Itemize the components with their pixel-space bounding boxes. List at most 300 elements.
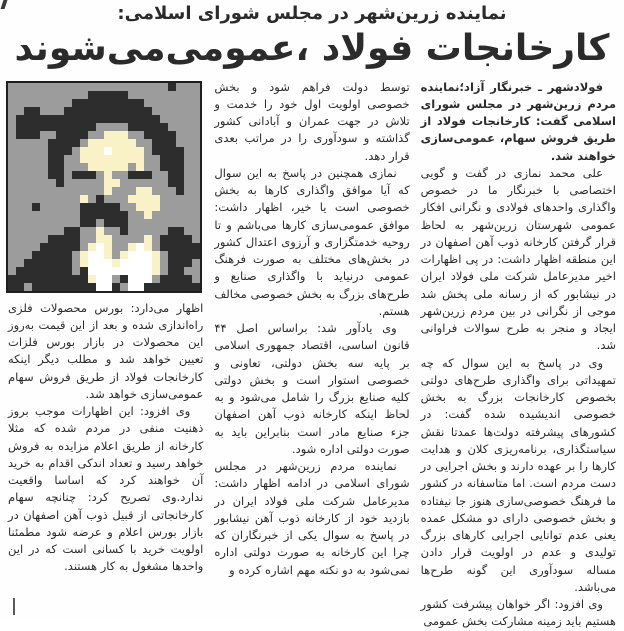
photo-pixel bbox=[192, 211, 200, 219]
photo-pixel bbox=[32, 83, 40, 91]
photo-pixel bbox=[88, 115, 96, 123]
kicker-line: نماینده زرین‌شهر در مجلس شورای اسلامی: bbox=[117, 3, 507, 24]
photo-pixel bbox=[104, 131, 112, 139]
photo-pixel bbox=[72, 171, 80, 179]
photo-pixel bbox=[56, 115, 64, 123]
photo-pixel bbox=[176, 227, 184, 235]
photo-pixel bbox=[120, 195, 128, 203]
photo-pixel bbox=[176, 283, 184, 291]
photo-pixel bbox=[128, 91, 136, 99]
photo-pixel bbox=[136, 243, 144, 251]
photo-pixel bbox=[112, 187, 120, 195]
photo-pixel bbox=[152, 147, 160, 155]
photo-pixel bbox=[8, 115, 16, 123]
photo-pixel bbox=[184, 163, 192, 171]
photo-pixel bbox=[88, 139, 96, 147]
photo-pixel bbox=[168, 211, 176, 219]
photo-pixel bbox=[8, 251, 16, 259]
photo-pixel bbox=[176, 211, 184, 219]
photo-pixel bbox=[88, 187, 96, 195]
photo-pixel bbox=[8, 171, 16, 179]
photo-pixel bbox=[144, 147, 152, 155]
photo-pixel bbox=[24, 131, 32, 139]
photo-pixel bbox=[8, 99, 16, 107]
photo-pixel bbox=[192, 83, 200, 91]
photo-pixel bbox=[48, 155, 56, 163]
photo-pixel bbox=[152, 123, 160, 131]
photo-pixel bbox=[96, 203, 104, 211]
photo-pixel bbox=[136, 187, 144, 195]
photo-pixel bbox=[104, 211, 112, 219]
photo-pixel bbox=[128, 187, 136, 195]
photo-pixel bbox=[24, 99, 32, 107]
photo-pixel bbox=[136, 179, 144, 187]
photo-pixel bbox=[136, 283, 144, 291]
photo-pixel bbox=[96, 91, 104, 99]
photo-pixel bbox=[64, 227, 72, 235]
photo-pixel bbox=[168, 91, 176, 99]
photo-pixel bbox=[128, 203, 136, 211]
photo-pixel bbox=[152, 179, 160, 187]
photo-pixel bbox=[72, 203, 80, 211]
photo-pixel bbox=[48, 243, 56, 251]
photo-pixel bbox=[80, 267, 88, 275]
photo-pixel bbox=[120, 243, 128, 251]
photo-pixel bbox=[144, 251, 152, 259]
photo-pixel bbox=[32, 235, 40, 243]
photo-pixel bbox=[24, 187, 32, 195]
paragraph: نمازی همچنین در پاسخ به این سوال که آیا موافق واگذاری کارها به بخش خصوصی است یا خیر، اظهار داشت: موافق عمومی‌سازی کارها می‌باشم و تا روحیه خدمتگزاری و آرزوی اعتدال کشور در بخش‌های مختلف به صورت فرهنگ عمومی درنیاید با واگذاری صنایع و طرح‌های بزرگ به بخش خصوصی مخالف هستم. bbox=[214, 165, 410, 318]
photo-pixel bbox=[80, 203, 88, 211]
photo-pixel bbox=[72, 251, 80, 259]
photo-pixel bbox=[168, 235, 176, 243]
photo-pixel bbox=[24, 251, 32, 259]
photo-pixel bbox=[16, 267, 24, 275]
photo-pixel bbox=[128, 195, 136, 203]
photo-pixel bbox=[112, 275, 120, 283]
photo-pixel bbox=[96, 147, 104, 155]
photo-pixel bbox=[168, 227, 176, 235]
photo-pixel bbox=[120, 91, 128, 99]
photo-pixel bbox=[192, 195, 200, 203]
photo-pixel bbox=[88, 147, 96, 155]
photo-pixel bbox=[72, 131, 80, 139]
photo-pixel bbox=[160, 211, 168, 219]
photo-pixel bbox=[104, 267, 112, 275]
photo-pixel bbox=[64, 91, 72, 99]
photo-pixel bbox=[184, 99, 192, 107]
photo-pixel bbox=[72, 235, 80, 243]
photo-pixel bbox=[128, 155, 136, 163]
photo-pixel bbox=[56, 91, 64, 99]
photo-pixel bbox=[32, 195, 40, 203]
photo-pixel bbox=[80, 235, 88, 243]
photo-pixel bbox=[8, 275, 16, 283]
photo-pixel bbox=[152, 195, 160, 203]
photo-pixel bbox=[56, 131, 64, 139]
photo-pixel bbox=[24, 227, 32, 235]
photo-pixel bbox=[24, 179, 32, 187]
photo-pixel bbox=[112, 115, 120, 123]
photo-pixel bbox=[176, 139, 184, 147]
column-left bbox=[8, 79, 203, 601]
photo-pixel bbox=[8, 179, 16, 187]
photo-pixel bbox=[192, 251, 200, 259]
photo-pixel bbox=[64, 235, 72, 243]
photo-pixel bbox=[168, 147, 176, 155]
photo-pixel bbox=[176, 251, 184, 259]
photo-pixel bbox=[192, 179, 200, 187]
photo-pixel bbox=[112, 179, 120, 187]
photo-pixel bbox=[152, 115, 160, 123]
photo-pixel bbox=[128, 123, 136, 131]
photo-pixel bbox=[168, 83, 176, 91]
photo-pixel bbox=[72, 107, 80, 115]
photo-pixel bbox=[144, 267, 152, 275]
photo-pixel bbox=[144, 203, 152, 211]
photo-pixel bbox=[168, 123, 176, 131]
photo-pixel bbox=[80, 243, 88, 251]
photo-pixel bbox=[144, 99, 152, 107]
photo-pixel bbox=[104, 115, 112, 123]
photo-pixel bbox=[184, 267, 192, 275]
photo-pixel bbox=[48, 107, 56, 115]
photo-pixel bbox=[120, 131, 128, 139]
photo-pixel bbox=[120, 211, 128, 219]
photo-pixel bbox=[32, 187, 40, 195]
photo-pixel bbox=[8, 283, 16, 291]
photo-pixel bbox=[56, 147, 64, 155]
photo-pixel bbox=[128, 115, 136, 123]
photo-pixel bbox=[160, 147, 168, 155]
photo-pixel bbox=[96, 275, 104, 283]
photo-pixel bbox=[104, 107, 112, 115]
photo-pixel bbox=[168, 139, 176, 147]
photo-pixel bbox=[32, 99, 40, 107]
photo-pixel bbox=[128, 219, 136, 227]
photo-pixel bbox=[184, 171, 192, 179]
photo-pixel bbox=[40, 131, 48, 139]
photo-pixel bbox=[144, 91, 152, 99]
photo-pixel bbox=[104, 139, 112, 147]
photo-pixel bbox=[112, 123, 120, 131]
photo-pixel bbox=[24, 107, 32, 115]
main-headline: کارخانجات فولاد ،عمومی‌می‌شوند bbox=[14, 27, 610, 69]
photo-pixel bbox=[56, 107, 64, 115]
photo-pixel bbox=[128, 243, 136, 251]
photo-pixel bbox=[64, 211, 72, 219]
photo-pixel bbox=[120, 187, 128, 195]
photo-pixel bbox=[32, 243, 40, 251]
photo-pixel bbox=[16, 147, 24, 155]
photo-pixel bbox=[152, 131, 160, 139]
photo-pixel bbox=[192, 163, 200, 171]
photo-pixel bbox=[160, 187, 168, 195]
photo-pixel bbox=[32, 219, 40, 227]
photo-pixel bbox=[56, 275, 64, 283]
photo-pixel bbox=[184, 155, 192, 163]
photo-pixel bbox=[160, 283, 168, 291]
photo-pixel bbox=[192, 227, 200, 235]
photo-pixel bbox=[64, 147, 72, 155]
photo-pixel bbox=[16, 235, 24, 243]
photo-pixel bbox=[184, 91, 192, 99]
photo-pixel bbox=[192, 99, 200, 107]
photo-pixel bbox=[40, 107, 48, 115]
photo-pixel bbox=[184, 227, 192, 235]
photo-pixel bbox=[32, 211, 40, 219]
photo-pixel bbox=[112, 139, 120, 147]
photo-pixel bbox=[152, 219, 160, 227]
photo-pixel bbox=[40, 187, 48, 195]
photo-pixel bbox=[48, 227, 56, 235]
photo-pixel bbox=[192, 139, 200, 147]
photo-pixel bbox=[16, 83, 24, 91]
photo-pixel bbox=[56, 83, 64, 91]
photo-pixel bbox=[192, 123, 200, 131]
photo-pixel bbox=[104, 179, 112, 187]
photo-pixel bbox=[80, 211, 88, 219]
photo-pixel bbox=[144, 211, 152, 219]
photo-pixel bbox=[48, 131, 56, 139]
photo-pixel bbox=[168, 99, 176, 107]
photo-pixel bbox=[120, 171, 128, 179]
photo-pixel bbox=[64, 219, 72, 227]
photo-pixel bbox=[168, 283, 176, 291]
photo-pixel bbox=[48, 147, 56, 155]
photo-pixel bbox=[104, 227, 112, 235]
photo-pixel bbox=[8, 163, 16, 171]
photo-pixel bbox=[112, 99, 120, 107]
photo-pixel bbox=[176, 195, 184, 203]
photo-pixel bbox=[152, 259, 160, 267]
photo-pixel bbox=[136, 147, 144, 155]
photo-pixel bbox=[8, 123, 16, 131]
photo-pixel bbox=[40, 91, 48, 99]
photo-pixel bbox=[112, 83, 120, 91]
photo-pixel bbox=[152, 139, 160, 147]
photo-pixel bbox=[120, 107, 128, 115]
photo-pixel bbox=[64, 251, 72, 259]
photo-pixel bbox=[176, 203, 184, 211]
photo-pixel bbox=[144, 139, 152, 147]
photo-pixel bbox=[192, 131, 200, 139]
photo-pixel bbox=[128, 251, 136, 259]
photo-pixel bbox=[72, 259, 80, 267]
photo-pixel bbox=[152, 251, 160, 259]
photo-pixel bbox=[184, 243, 192, 251]
photo-pixel bbox=[152, 275, 160, 283]
photo-pixel bbox=[8, 219, 16, 227]
photo-pixel bbox=[88, 219, 96, 227]
photo-pixel bbox=[136, 235, 144, 243]
photo-pixel bbox=[32, 275, 40, 283]
photo-pixel bbox=[72, 179, 80, 187]
photo-pixel bbox=[80, 123, 88, 131]
photo-pixel bbox=[136, 123, 144, 131]
paragraph: نماینده مردم زرین‌شهر در مجلس شورای اسلامی در ادامه اظهار داشت: مدیرعامل شرکت ملی فولاد ایران در بازدید خود از کارخانه ذوب آهن نیشابور در پاسخ به سوال یکی از خبرنگاران که چرا این کارخانه به صورت دولتی اداره نمی‌شود به دو نکته مهم اشاره کرده و bbox=[214, 459, 410, 577]
photo-pixel bbox=[184, 259, 192, 267]
photo-pixel bbox=[160, 235, 168, 243]
photo-pixel bbox=[80, 163, 88, 171]
photo-pixel bbox=[96, 227, 104, 235]
photo-pixel bbox=[88, 179, 96, 187]
photo-pixel bbox=[136, 99, 144, 107]
photo-pixel bbox=[48, 179, 56, 187]
photo-pixel bbox=[8, 147, 16, 155]
portrait-photo bbox=[6, 81, 202, 293]
photo-pixel bbox=[136, 107, 144, 115]
paragraph: اظهار می‌دارد: بورس محصولات فلزی راه‌اندازی شده و بعد از این قیمت به‌روز این محصولات در بازار بورس فلزات تعیین خواهد شد و مطلب دیگر اینکه کارخانجات فولاد از طریق فروش سهام عمومی‌سازی خواهد شد. bbox=[8, 300, 204, 401]
photo-pixel bbox=[40, 139, 48, 147]
photo-pixel bbox=[24, 275, 32, 283]
photo-pixel bbox=[176, 171, 184, 179]
photo-pixel bbox=[16, 251, 24, 259]
photo-pixel bbox=[184, 203, 192, 211]
photo-pixel bbox=[72, 283, 80, 291]
photo-pixel bbox=[8, 243, 16, 251]
photo-pixel bbox=[56, 123, 64, 131]
photo-pixel bbox=[72, 211, 80, 219]
photo-pixel bbox=[168, 187, 176, 195]
photo-pixel bbox=[48, 235, 56, 243]
photo-pixel bbox=[176, 235, 184, 243]
photo-pixel bbox=[120, 275, 128, 283]
photo-pixel bbox=[104, 91, 112, 99]
photo-pixel bbox=[144, 187, 152, 195]
photo-pixel bbox=[32, 171, 40, 179]
photo-pixel bbox=[112, 203, 120, 211]
photo-pixel bbox=[80, 83, 88, 91]
photo-pixel bbox=[120, 251, 128, 259]
photo-pixel bbox=[136, 155, 144, 163]
photo-pixel bbox=[120, 179, 128, 187]
photo-pixel bbox=[152, 155, 160, 163]
photo-pixel bbox=[56, 139, 64, 147]
photo-pixel bbox=[168, 171, 176, 179]
photo-pixel bbox=[168, 155, 176, 163]
photo-pixel bbox=[48, 115, 56, 123]
photo-pixel bbox=[32, 123, 40, 131]
photo-pixel bbox=[104, 99, 112, 107]
photo-pixel bbox=[152, 171, 160, 179]
photo-pixel bbox=[176, 131, 184, 139]
photo-pixel bbox=[160, 107, 168, 115]
photo-pixel bbox=[24, 195, 32, 203]
photo-pixel bbox=[160, 267, 168, 275]
photo-pixel bbox=[16, 195, 24, 203]
photo-pixel bbox=[184, 179, 192, 187]
photo-pixel bbox=[112, 251, 120, 259]
photo-pixel bbox=[48, 251, 56, 259]
photo-pixel bbox=[64, 195, 72, 203]
photo-pixel bbox=[192, 235, 200, 243]
photo-pixel bbox=[144, 83, 152, 91]
photo-pixel bbox=[72, 187, 80, 195]
photo-pixel bbox=[64, 139, 72, 147]
photo-pixel bbox=[176, 243, 184, 251]
photo-pixel bbox=[144, 235, 152, 243]
photo-pixel bbox=[64, 259, 72, 267]
photo-pixel bbox=[160, 227, 168, 235]
photo-pixel bbox=[168, 203, 176, 211]
photo-pixel bbox=[96, 195, 104, 203]
photo-pixel bbox=[192, 203, 200, 211]
photo-pixel bbox=[176, 259, 184, 267]
photo-pixel bbox=[80, 179, 88, 187]
photo-pixel bbox=[96, 243, 104, 251]
headline-block bbox=[0, 0, 624, 70]
photo-pixel bbox=[152, 91, 160, 99]
photo-pixel bbox=[64, 115, 72, 123]
photo-pixel bbox=[16, 123, 24, 131]
photo-pixel bbox=[48, 195, 56, 203]
photo-pixel bbox=[168, 195, 176, 203]
photo-pixel bbox=[40, 171, 48, 179]
photo-pixel bbox=[8, 259, 16, 267]
photo-pixel bbox=[176, 155, 184, 163]
column-middle bbox=[214, 79, 409, 601]
photo-pixel bbox=[184, 219, 192, 227]
photo-pixel bbox=[88, 235, 96, 243]
photo-pixel bbox=[176, 163, 184, 171]
photo-pixel bbox=[120, 227, 128, 235]
photo-pixel bbox=[136, 171, 144, 179]
photo-pixel bbox=[32, 179, 40, 187]
photo-pixel bbox=[96, 211, 104, 219]
photo-pixel bbox=[184, 195, 192, 203]
photo-pixel bbox=[40, 235, 48, 243]
photo-pixel bbox=[56, 251, 64, 259]
photo-pixel bbox=[88, 203, 96, 211]
photo-pixel bbox=[16, 131, 24, 139]
photo-pixel bbox=[96, 267, 104, 275]
photo-pixel bbox=[112, 155, 120, 163]
photo-pixel bbox=[32, 131, 40, 139]
photo-pixel bbox=[88, 107, 96, 115]
photo-pixel bbox=[144, 259, 152, 267]
photo-pixel bbox=[16, 259, 24, 267]
photo-pixel bbox=[56, 203, 64, 211]
photo-pixel bbox=[104, 283, 112, 291]
photo-pixel bbox=[80, 131, 88, 139]
photo-pixel bbox=[104, 147, 112, 155]
photo-pixel bbox=[192, 155, 200, 163]
photo-pixel bbox=[72, 115, 80, 123]
photo-pixel bbox=[136, 259, 144, 267]
photo-pixel bbox=[72, 243, 80, 251]
photo-pixel bbox=[128, 139, 136, 147]
photo-pixel bbox=[136, 219, 144, 227]
photo-pixel bbox=[56, 171, 64, 179]
photo-pixel bbox=[192, 115, 200, 123]
photo-pixel bbox=[112, 227, 120, 235]
photo-pixel bbox=[136, 251, 144, 259]
photo-pixel bbox=[80, 115, 88, 123]
photo-pixel bbox=[184, 107, 192, 115]
photo-pixel bbox=[96, 99, 104, 107]
paragraph: وی در پاسخ به این سوال که چه تمهیداتی برای واگذاری طرح‌های دولتی بخصوص کارخانجات بزرگ به بخش خصوصی اندیشیده شده گفت: در کشورهای پیشرفته دولت‌ها عمدتا نقش سیاستگذاری، برنامه‌ریزی کلان و هدایت کارها را بر عهده دارند و بخش اجرایی در دست مردم است. اما متاسفانه در کشور ما فرهنگ خصوصی‌سازی هنوز جا نیفتاده و بخش خصوصی دارای دو مشکل عمده یعنی عدم توانایی اجرایی کارهای بزرگ تولیدی و عدم در اولویت قرار دادن مساله سودآوری این گونه طرح‌ها می‌باشد. bbox=[420, 355, 616, 594]
photo-pixel bbox=[168, 107, 176, 115]
photo-pixel bbox=[128, 179, 136, 187]
photo-pixel bbox=[136, 203, 144, 211]
photo-pixel bbox=[176, 99, 184, 107]
photo-pixel bbox=[104, 187, 112, 195]
photo-pixel bbox=[40, 243, 48, 251]
photo-pixel bbox=[192, 187, 200, 195]
photo-pixel bbox=[24, 91, 32, 99]
photo-pixel bbox=[16, 227, 24, 235]
